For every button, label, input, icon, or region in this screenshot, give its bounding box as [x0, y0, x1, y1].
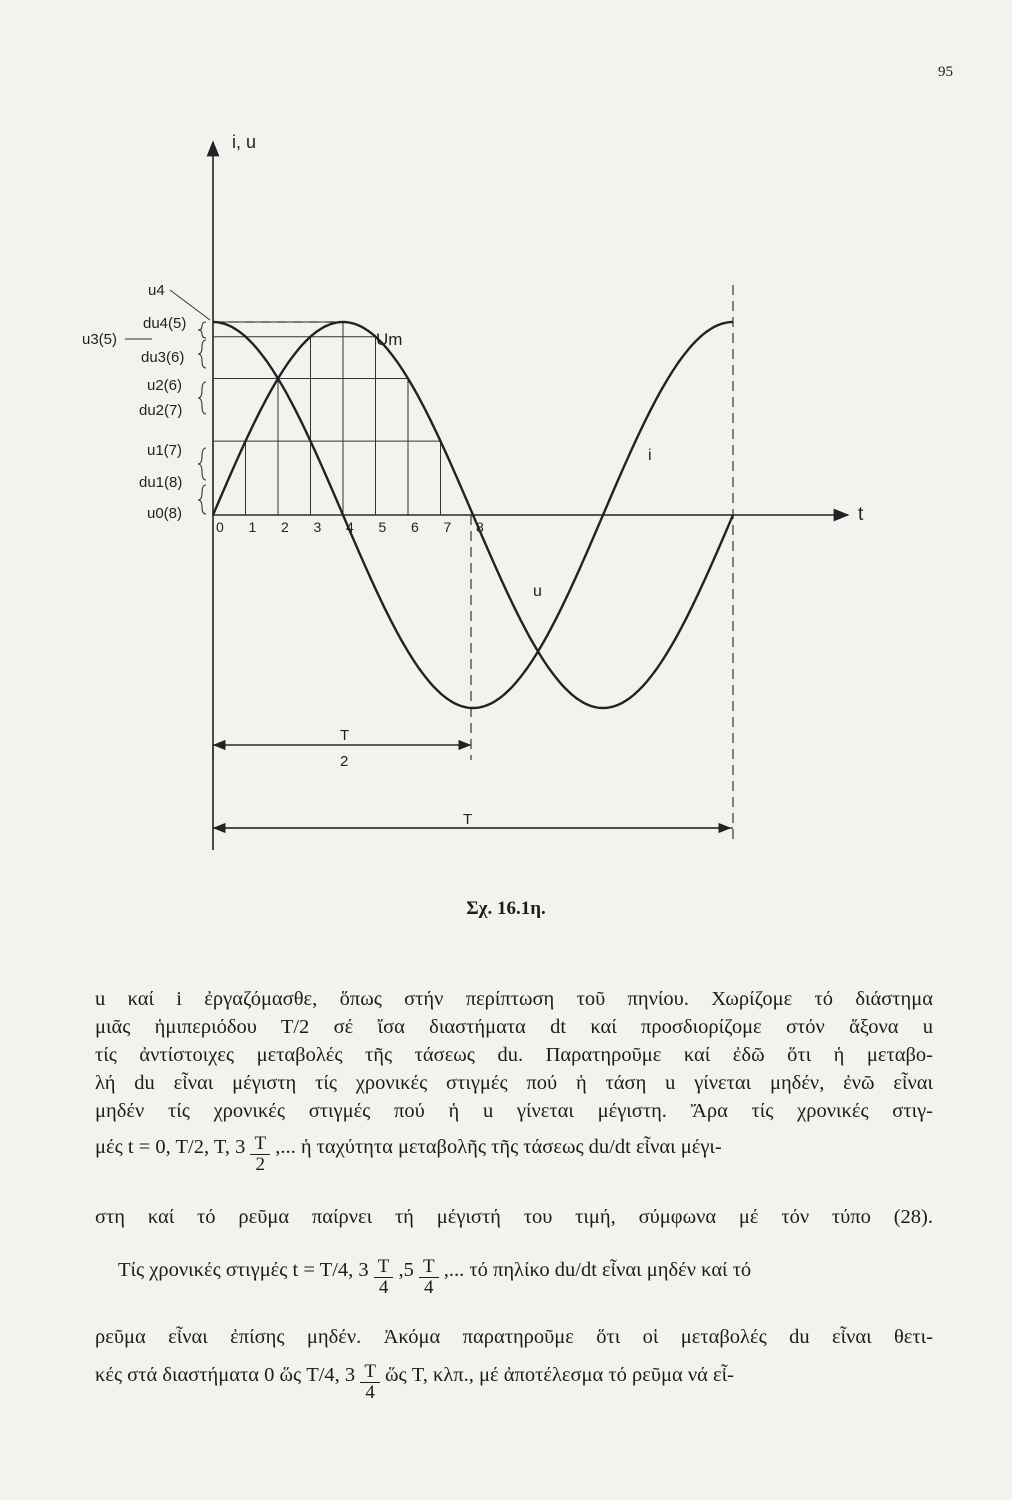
text-line-7: στη καί τό ρεῦμα παίρνει τή μέγιστή του τιμή, σύμφωνα μέ τόν τύπο (28).	[95, 1206, 933, 1228]
text-line: τίς ἀντίστοιχες μεταβολές τῆς τάσεως du. Παρατηροῦμε καί ἐδῶ ὅτι ἡ μεταβο-	[95, 1044, 933, 1066]
eq3-pre: κές στά διαστήματα 0 ὥς T/4, 3	[95, 1364, 356, 1387]
tick-label: 4	[346, 519, 354, 535]
period-markers	[213, 745, 733, 828]
eq1-post: ,... ἡ ταχύτητα μεταβολῆς τῆς τάσεως du/dt εἶναι μέγι-	[275, 1136, 722, 1159]
equation-line-1	[95, 1128, 933, 1175]
braces	[198, 322, 206, 514]
construction-grid	[213, 322, 473, 515]
curve-u-label: u	[533, 583, 542, 600]
left-labels	[82, 282, 210, 522]
x-axis-label: t	[858, 504, 864, 525]
equation-line-3	[95, 1356, 933, 1403]
y-axis-label: i, u	[232, 132, 257, 152]
tick-label: 0	[216, 519, 224, 535]
text-line: μηδέν τίς χρονικές στιγμές πού ἡ u γίνεται μέγιστη. Ἄρα τίς χρονικές στιγ-	[95, 1100, 933, 1122]
label-u4: u4	[148, 282, 165, 299]
tick-label: 8	[476, 519, 484, 535]
page-number: 95	[938, 64, 953, 80]
tick-label: 1	[248, 519, 257, 535]
dashed-guides	[213, 285, 733, 845]
text-line: u καί i ἐργαζόμασθε, ὅπως στήν περίπτωση τοῦ πηνίου. Χωρίζομε τό διάστημα	[95, 988, 933, 1010]
curve-i-label: i	[648, 447, 652, 464]
eq1-pre: μές t = 0, T/2, T, 3	[95, 1136, 246, 1159]
text-line: μιᾶς ἡμιπεριόδου Τ/2 σέ ἴσα διαστήματα dt καί προσδιορίζομε στόν ἄξονα u	[95, 1016, 933, 1038]
fraction-t-over-4: $\frac{T}{4}$	[374, 1257, 394, 1298]
text-line: λή du εἶναι μέγιστη τίς χρονικές στιγμές πού ἡ τάση u γίνεται μηδέν, ἐνῶ εἶναι	[95, 1072, 933, 1094]
label-u3-5: u3(5)	[82, 331, 118, 348]
tick-label: 6	[411, 519, 419, 535]
label-du1-8: du1(8)	[139, 474, 183, 491]
label-u0-8: u0(8)	[147, 505, 183, 522]
paragraph-1	[95, 985, 933, 1125]
equation-line-2	[118, 1251, 956, 1298]
tick-label: 2	[281, 519, 289, 535]
label-du2-7: du2(7)	[139, 402, 183, 419]
eq2-pre: Τίς χρονικές στιγμές t = T/4, 3	[118, 1259, 369, 1282]
half-period-den: 2	[340, 753, 349, 770]
tick-label: 3	[313, 519, 322, 535]
label-u2-6: u2(6)	[147, 377, 183, 394]
fraction-t-over-4: $\frac{T}{4}$	[360, 1362, 380, 1403]
label-du3-6: du3(6)	[141, 349, 185, 366]
tick-label: 7	[443, 519, 452, 535]
figure-caption: Σχ. 16.1η.	[466, 898, 546, 919]
label-u1-7: u1(7)	[147, 442, 183, 459]
fraction-t-over-4: $\frac{T}{4}$	[419, 1257, 439, 1298]
period-label: T	[463, 811, 473, 828]
tick-label: 5	[378, 519, 387, 535]
um-label: Um	[376, 330, 403, 349]
fraction-t-over-2: $\frac{T}{2}$	[250, 1134, 270, 1175]
label-du4-5: du4(5)	[143, 315, 187, 332]
tick-labels	[216, 519, 484, 535]
eq2-mid: ,5	[398, 1259, 414, 1282]
text-line-9: ρεῦμα εἶναι ἐπίσης μηδέν. Ἀκόμα παρατηροῦμε ὅτι οἱ μεταβολές du εἶναι θετι-	[95, 1326, 933, 1348]
eq2-post: ,... τό πηλίκο du/dt εἶναι μηδέν καί τό	[443, 1259, 752, 1282]
half-period-num: T	[340, 727, 350, 744]
eq3-post: ὥς T, κλπ., μέ ἀποτέλεσμα τό ρεῦμα νά εἶ-	[385, 1364, 734, 1387]
